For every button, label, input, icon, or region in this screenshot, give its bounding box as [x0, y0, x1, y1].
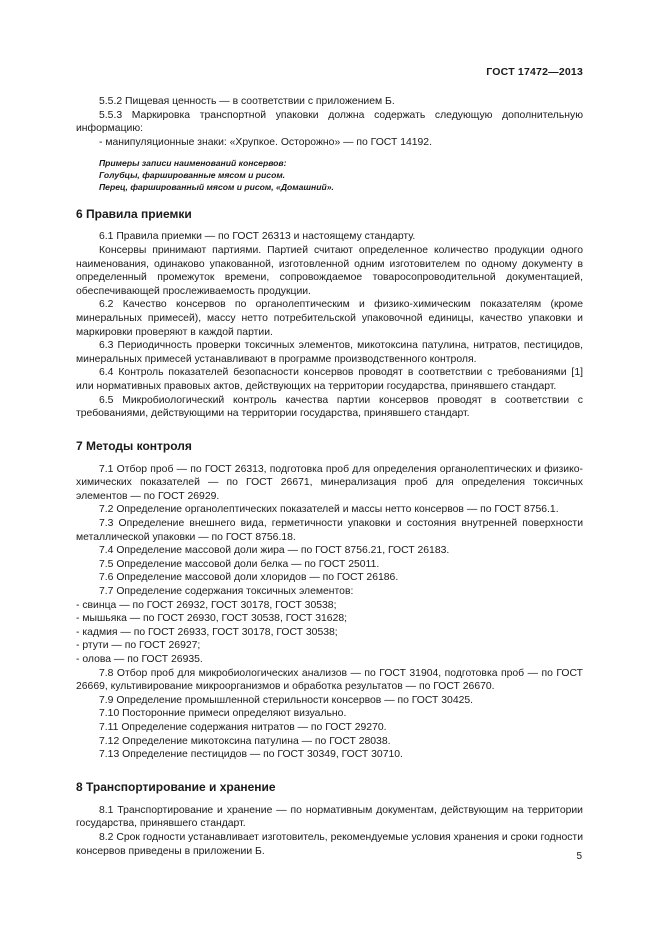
page-content: [76, 95, 583, 858]
paragraph-7-2: 7.2 Определение органолептических показателей и массы нетто консервов — по ГОСТ 8756.1.: [99, 504, 559, 516]
paragraph-6-2: 6.2 Качество консервов по органолептическим и физико-химическим показателям (кроме минеральных примесей), массу нетто потребительской упаковочной единицы, качество упаковки и маркировки проверяют в каждой партии.: [76, 299, 583, 338]
examples-title: Примеры записи наименований консервов:: [99, 158, 287, 169]
paragraph-7-8: 7.8 Отбор проб для микробиологических анализов — по ГОСТ 31904, подготовка проб — по ГОСТ 26669, культивирование микроорганизмов и обработка результатов — по ГОСТ 26670.: [76, 667, 583, 693]
paragraph-5-5-3: 5.5.3 Маркировка транспортной упаковки должна содержать следующую дополнительную информацию:: [76, 109, 583, 135]
paragraph-7-9: 7.9 Определение промышленной стерильности консервов — по ГОСТ 30425.: [99, 694, 474, 706]
toxic-item-mercury: - ртути — по ГОСТ 26927;: [76, 640, 201, 652]
paragraph-7-3: 7.3 Определение внешнего вида, герметичности упаковки и состояния внутренней поверхности металлической упаковки — по ГОСТ 8756.18.: [76, 518, 583, 543]
toxic-item-cadmium: - кадмия — по ГОСТ 26933, ГОСТ 30178, ГОСТ 30538;: [76, 626, 338, 638]
paragraph-7-1: 7.1 Отбор проб — по ГОСТ 26313, подготовка проб для определения органолептических и физико-химических показателей — по ГОСТ 26671, минерализация проб для определения токсичных элементов — по ГОСТ 26929.: [76, 463, 583, 502]
section-6-heading: 6 Правила приемки: [76, 207, 192, 222]
section-7-heading: 7 Методы контроля: [76, 438, 192, 453]
example-1: Голубцы, фаршированные мясом и рисом.: [99, 170, 286, 181]
paragraph-6-5: 6.5 Микробиологический контроль качества партии консервов проводят в соответствии с требованиями, действующими на территории государства, принявшего стандарт.: [76, 394, 583, 420]
toxic-item-tin: - олова — по ГОСТ 26935.: [76, 654, 203, 665]
bullet-handling-signs: - манипуляционные знаки: «Хрупкое. Осторожно» — по ГОСТ 14192.: [99, 136, 432, 148]
paragraph-6-1: 6.1 Правила приемки — по ГОСТ 26313 и настоящему стандарту.: [99, 231, 416, 243]
paragraph-7-4: 7.4 Определение массовой доли жира — по ГОСТ 8756.21, ГОСТ 26183.: [99, 545, 450, 557]
paragraph-7-12: 7.12 Определение микотоксина патулина — по ГОСТ 28038.: [99, 735, 391, 747]
toxic-item-arsenic: - мышьяка — по ГОСТ 26930, ГОСТ 30538, ГОСТ 31628;: [76, 613, 348, 625]
paragraph-6-4: 6.4 Контроль показателей безопасности консервов проводят в соответствии с требованиями [1] или нормативных правовых актов, действующих на территории государства, принявшего стандарт.: [76, 367, 583, 392]
paragraph-6-1-batch: Консервы принимают партиями. Партией считают определенное количество продукции одного наименования, одинаково упакованной, изготовленной одним изготовителем по одному документу в определенный промежуток времени, сопровождаемое товаросопроводительной документацией, обеспечивающей прослеживаемость продукции.: [76, 244, 583, 297]
paragraph-7-6: 7.6 Определение массовой доли хлоридов — по ГОСТ 26186.: [99, 572, 399, 584]
paragraph-7-10: 7.10 Посторонние примеси определяют визуально.: [99, 708, 347, 720]
paragraph-6-3: 6.3 Периодичность проверки токсичных элементов, микотоксина патулина, нитратов, пестицидов, минеральных примесей устанавливают в программе производственного контроля.: [76, 340, 583, 365]
paragraph-5-5-2: 5.5.2 Пищевая ценность — в соответствии с приложением Б.: [99, 96, 395, 107]
paragraph-7-7: 7.7 Определение содержания токсичных элементов:: [99, 586, 354, 598]
paragraph-7-13: 7.13 Определение пестицидов — по ГОСТ 30349, ГОСТ 30710.: [99, 749, 403, 761]
paragraph-8-2: 8.2 Срок годности устанавливает изготовитель, рекомендуемые условия хранения и сроки годности консервов приведены в приложении Б.: [76, 831, 583, 857]
document-code-header: ГОСТ 17472—2013: [486, 66, 583, 78]
paragraph-8-1: 8.1 Транспортирование и хранение — по нормативным документам, действующим на территории государства, принявшего стандарт.: [76, 804, 583, 830]
paragraph-7-5: 7.5 Определение массовой доли белка — по ГОСТ 25011.: [99, 558, 380, 570]
toxic-item-lead: - свинца — по ГОСТ 26932, ГОСТ 30178, ГОСТ 30538;: [76, 599, 337, 611]
example-2: Перец, фаршированный мясом и рисом, «Домашний».: [99, 182, 334, 193]
section-8-heading: 8 Транспортирование и хранение: [76, 779, 276, 794]
page-number: 5: [576, 851, 582, 862]
paragraph-7-11: 7.11 Определение содержания нитратов — по ГОСТ 29270.: [99, 721, 387, 733]
